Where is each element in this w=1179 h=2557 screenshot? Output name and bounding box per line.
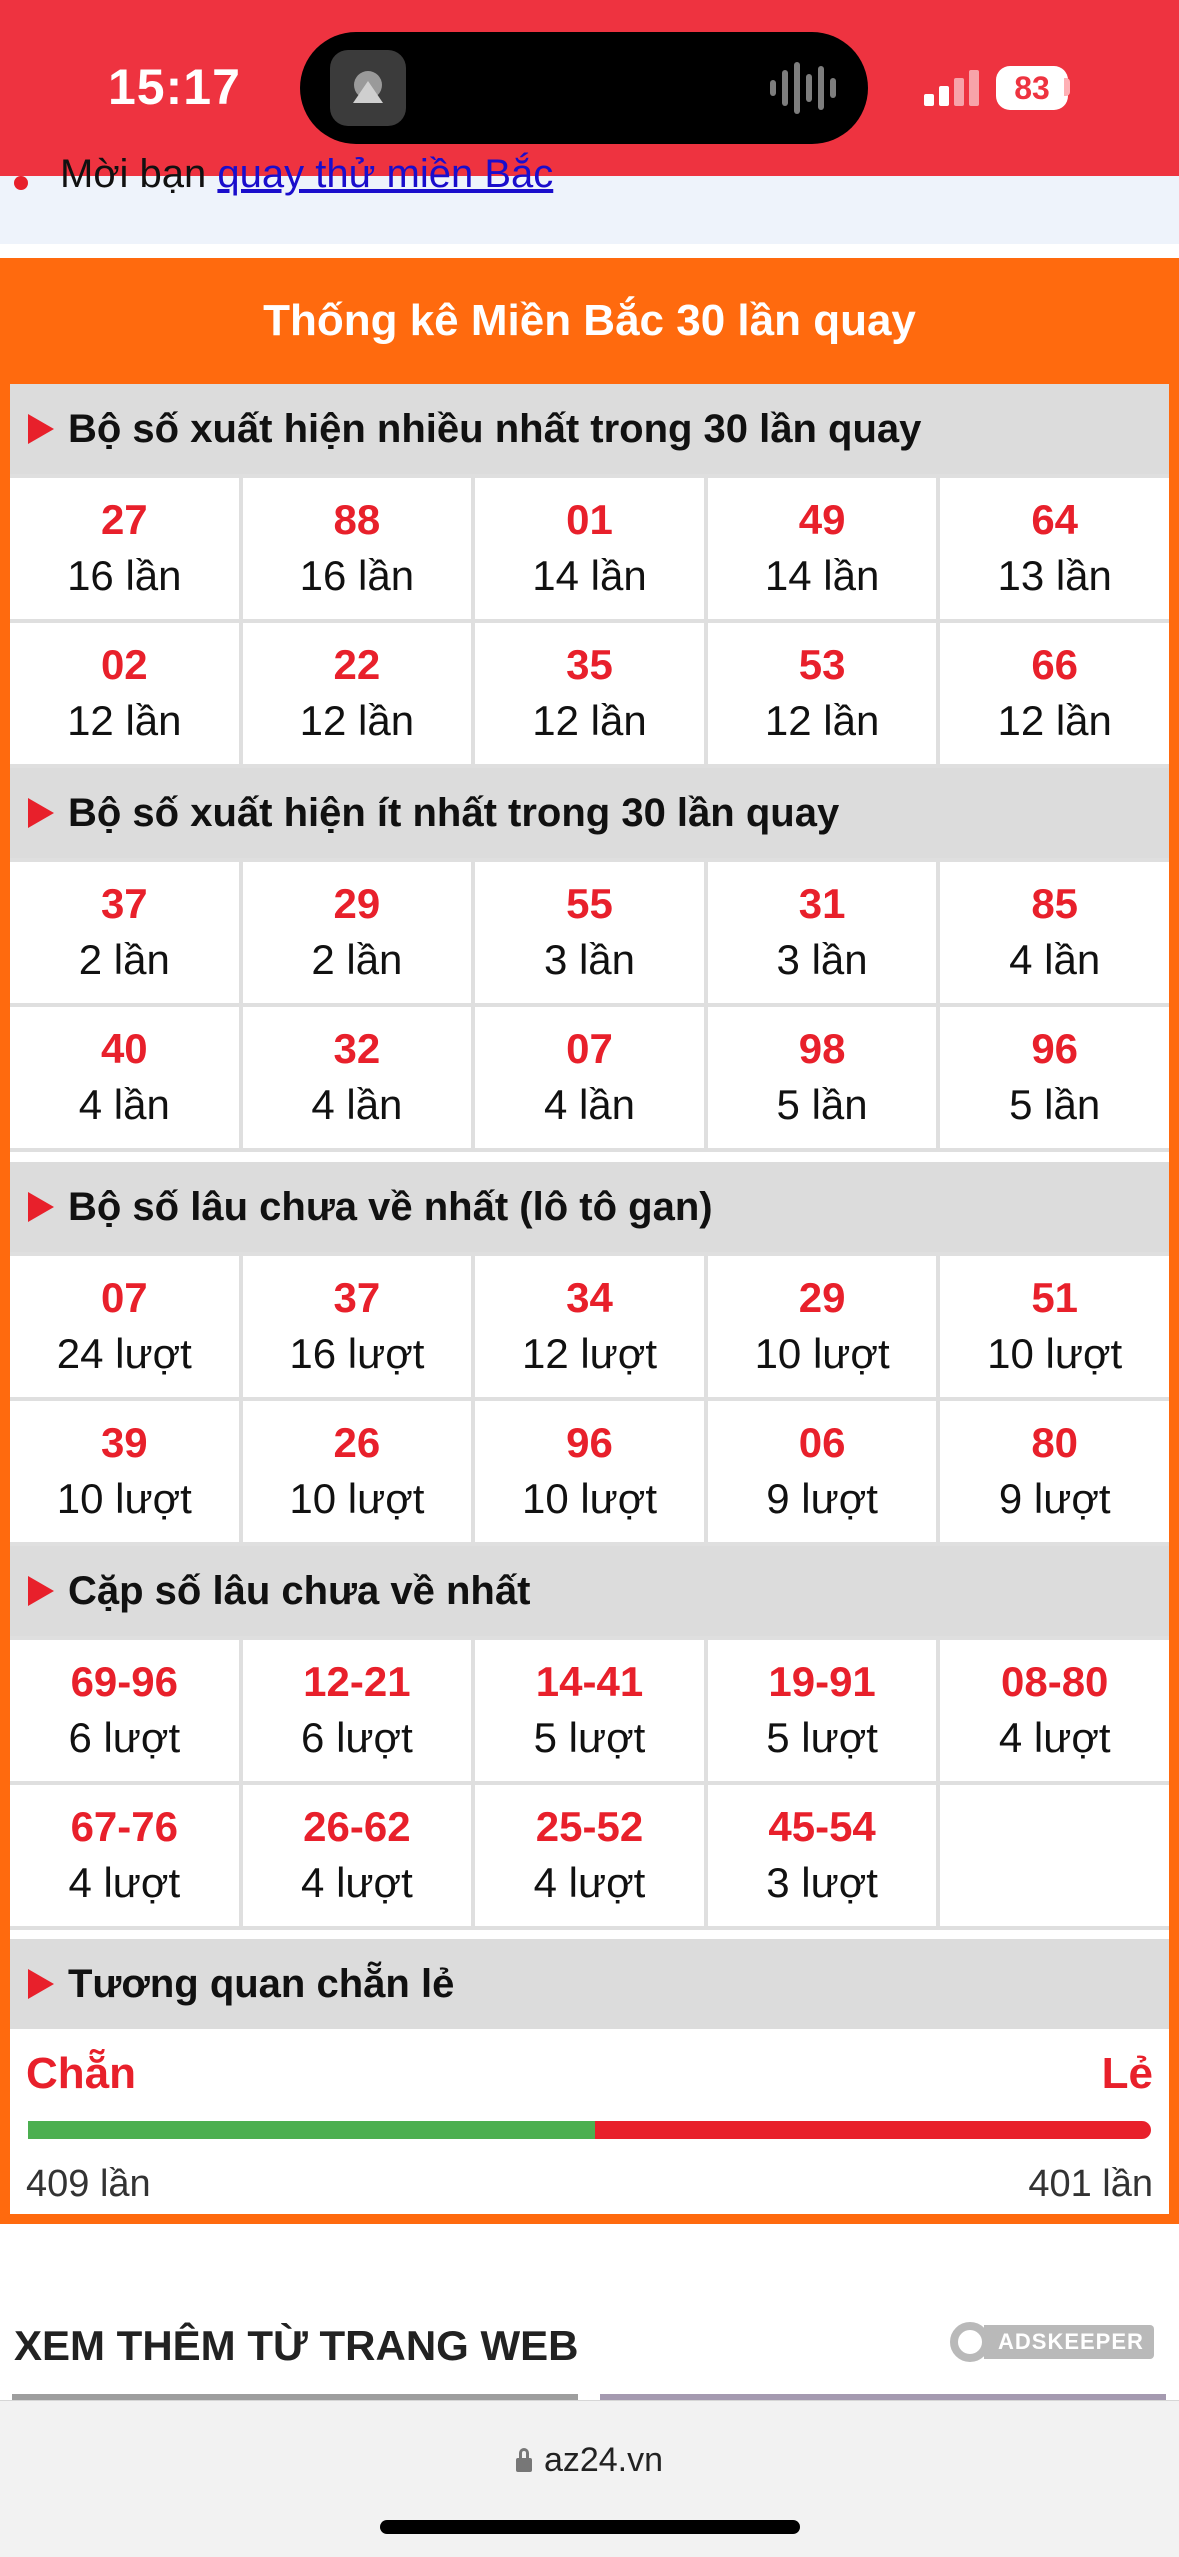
section-header-lo-gan: [10, 1162, 1169, 1252]
section-header-parity: [10, 1939, 1169, 2029]
cell-count: 4 lần: [1009, 935, 1101, 983]
battery-cap: [1064, 78, 1070, 96]
notice-text: [60, 152, 553, 197]
cell-number: 07: [566, 1024, 613, 1072]
number-cell: [475, 1256, 704, 1397]
section-header-pairs: [10, 1546, 1169, 1636]
cell-count: 3 lần: [776, 935, 868, 983]
number-cell: [10, 1640, 239, 1781]
cell-count: 12 lần: [67, 696, 182, 744]
number-cell: [708, 1007, 937, 1148]
grid-lo-gan: [10, 1252, 1169, 1546]
cell-number: 06: [798, 1418, 846, 1466]
section-title: Bộ số lâu chưa về nhất (lô tô gan): [68, 1184, 713, 1229]
number-cell: [475, 478, 704, 619]
stats-panel: [0, 258, 1179, 2224]
panel-title: Thống kê Miền Bắc 30 lần quay: [263, 296, 916, 345]
cell-number: 19-91: [768, 1657, 876, 1705]
cellular-signal-icon: [924, 70, 980, 106]
cell-number: 53: [798, 640, 846, 688]
url-text: az24.vn: [543, 2441, 664, 2479]
cell-number: 01: [566, 495, 613, 543]
number-cell: [243, 478, 472, 619]
grid-most-frequent: [10, 474, 1169, 768]
cell-number: 02: [100, 640, 148, 688]
cell-count: 24 lượt: [56, 1329, 192, 1377]
number-cell: [708, 623, 937, 764]
cell-number: 40: [100, 1024, 148, 1072]
cell-count: 12 lần: [299, 696, 415, 744]
cell-number: 96: [566, 1418, 613, 1466]
cell-number: 64: [1031, 495, 1079, 543]
cell-count: 4 lượt: [998, 1713, 1111, 1761]
number-cell: [10, 478, 239, 619]
adskeeper-badge[interactable]: [950, 2320, 1154, 2364]
notice-prefix: Mời bạn: [60, 152, 218, 196]
number-cell: [243, 1007, 472, 1148]
cell-count: 6 lượt: [68, 1713, 181, 1761]
number-cell: [475, 1785, 704, 1926]
cell-count: 4 lượt: [68, 1858, 181, 1906]
cell-number: 25-52: [535, 1802, 644, 1850]
cell-number: 45-54: [768, 1802, 876, 1850]
cell-number: 69-96: [70, 1657, 178, 1705]
now-playing-app-icon[interactable]: [330, 50, 406, 126]
cell-count: 5 lượt: [766, 1713, 878, 1761]
triangle-right-icon: [28, 1192, 54, 1222]
dynamic-island[interactable]: [300, 32, 868, 144]
number-cell: [940, 1401, 1169, 1542]
battery-icon: 83: [996, 66, 1068, 110]
cell-count: 3 lần: [543, 935, 636, 983]
cell-count: 5 lượt: [533, 1713, 646, 1761]
try-draw-link[interactable]: quay thử miền Bắc: [217, 152, 554, 196]
cell-count: 2 lần: [78, 935, 170, 983]
notice-bar: [0, 152, 1179, 244]
divider: [0, 244, 1179, 258]
number-cell: [243, 1640, 472, 1781]
adskeeper-label: ADSKEEPER: [984, 2325, 1154, 2359]
cell-number: 66: [1031, 640, 1079, 688]
cell-count: 5 lần: [776, 1080, 868, 1128]
number-cell: [475, 1401, 704, 1542]
cell-number: 29: [798, 1273, 846, 1321]
triangle-right-icon: [28, 1969, 54, 1999]
cell-count: 4 lần: [78, 1080, 170, 1128]
number-cell: [243, 623, 472, 764]
number-cell: [940, 1785, 1169, 1926]
cell-number: 55: [566, 879, 613, 927]
cell-number: 34: [566, 1273, 613, 1321]
cell-number: 96: [1031, 1024, 1079, 1072]
number-cell: [243, 862, 472, 1003]
triangle-right-icon: [28, 798, 54, 828]
number-cell: [708, 1640, 937, 1781]
cell-count: 9 lượt: [766, 1474, 878, 1522]
cell-count: 10 lượt: [754, 1329, 890, 1377]
number-cell: [475, 623, 704, 764]
url-display[interactable]: [0, 2441, 1179, 2480]
cell-count: 10 lượt: [521, 1474, 658, 1522]
cell-count: 16 lượt: [289, 1329, 425, 1377]
cell-number: 08-80: [1000, 1657, 1109, 1705]
cell-count: 16 lần: [299, 551, 415, 599]
parity-block: [10, 2029, 1169, 2214]
cell-count: 6 lượt: [301, 1713, 413, 1761]
cell-number: 37: [100, 879, 148, 927]
number-cell: [940, 1640, 1169, 1781]
section-title: Bộ số xuất hiện ít nhất trong 30 lần quay: [68, 790, 840, 835]
grid-least-frequent: [10, 858, 1169, 1152]
cell-number: 12-21: [303, 1657, 411, 1705]
cell-count: 10 lượt: [56, 1474, 192, 1522]
odd-count: 401 lần: [1028, 2163, 1153, 2205]
cell-number: 31: [798, 879, 846, 927]
even-bar-fill: [28, 2121, 595, 2139]
cell-number: 98: [798, 1024, 846, 1072]
more-from-web-heading: XEM THÊM TỪ TRANG WEB: [14, 2322, 579, 2369]
number-cell: [940, 1007, 1169, 1148]
number-cell: [475, 862, 704, 1003]
number-cell: [10, 1401, 239, 1542]
number-cell: [940, 478, 1169, 619]
cell-count: 12 lần: [997, 696, 1112, 744]
cell-number: 37: [333, 1273, 381, 1321]
cell-count: 12 lần: [764, 696, 880, 744]
even-count: 409 lần: [26, 2163, 151, 2205]
cell-count: 10 lượt: [289, 1474, 425, 1522]
triangle-right-icon: [28, 414, 54, 444]
number-cell: [10, 1007, 239, 1148]
cell-count: 4 lượt: [301, 1858, 413, 1906]
cell-count: 4 lần: [311, 1080, 403, 1128]
cell-count: 2 lần: [311, 935, 403, 983]
number-cell: [708, 1785, 937, 1926]
cell-number: 67-76: [70, 1802, 178, 1850]
number-cell: [940, 862, 1169, 1003]
number-cell: [475, 1007, 704, 1148]
key-icon: [950, 2322, 990, 2362]
section-header-most-frequent: [10, 384, 1169, 474]
cell-number: 26: [333, 1418, 381, 1466]
cell-number: 51: [1031, 1273, 1079, 1321]
bullet-icon: [14, 176, 28, 190]
cell-number: 22: [333, 640, 381, 688]
stats-content: [10, 384, 1169, 2214]
lock-icon: [516, 2458, 532, 2472]
number-cell: [10, 1785, 239, 1926]
audio-waveform-icon: [770, 62, 840, 114]
number-cell: [10, 623, 239, 764]
number-cell: [243, 1256, 472, 1397]
status-bar: [0, 0, 1179, 176]
cell-count: 14 lần: [764, 551, 880, 599]
cell-number: 35: [566, 640, 613, 688]
cell-number: 80: [1031, 1418, 1079, 1466]
cell-number: 32: [333, 1024, 381, 1072]
cell-count: 4 lượt: [533, 1858, 646, 1906]
cell-number: 07: [100, 1273, 148, 1321]
section-title: Tương quan chẵn lẻ: [68, 1961, 455, 2006]
section-title: Bộ số xuất hiện nhiều nhất trong 30 lần quay: [68, 406, 922, 451]
cell-number: 26-62: [303, 1802, 411, 1850]
number-cell: [940, 1256, 1169, 1397]
number-cell: [243, 1401, 472, 1542]
cell-count: 14 lần: [532, 551, 647, 599]
section-header-least-frequent: [10, 768, 1169, 858]
number-cell: [708, 862, 937, 1003]
number-cell: [708, 1256, 937, 1397]
number-cell: [708, 1401, 937, 1542]
cell-number: 14-41: [535, 1657, 644, 1705]
odd-label: Lẻ: [1101, 2049, 1153, 2098]
parity-bar: [28, 2121, 1151, 2139]
cell-count: 3 lượt: [766, 1858, 878, 1906]
cell-count: 5 lần: [1009, 1080, 1101, 1128]
grid-pairs: [10, 1636, 1169, 1930]
cell-number: 85: [1031, 879, 1079, 927]
number-cell: [708, 478, 937, 619]
cell-number: 29: [333, 879, 381, 927]
home-indicator[interactable]: [380, 2520, 800, 2534]
cell-count: 10 lượt: [987, 1329, 1123, 1377]
status-time: 15:17: [108, 59, 241, 115]
cell-count: 12 lần: [532, 696, 647, 744]
cell-number: 27: [100, 495, 148, 543]
number-cell: [10, 862, 239, 1003]
number-cell: [10, 1256, 239, 1397]
cell-count: 16 lần: [67, 551, 182, 599]
cell-number: 39: [100, 1418, 148, 1466]
even-label: Chẵn: [26, 2049, 136, 2098]
number-cell: [475, 1640, 704, 1781]
section-title: Cặp số lâu chưa về nhất: [68, 1568, 531, 1613]
number-cell: [243, 1785, 472, 1926]
cell-number: 49: [798, 495, 846, 543]
cell-count: 4 lần: [543, 1080, 636, 1128]
cell-number: 88: [333, 495, 381, 543]
cell-count: 9 lượt: [998, 1474, 1111, 1522]
number-cell: [940, 623, 1169, 764]
cell-count: 13 lần: [997, 551, 1112, 599]
cell-count: 12 lượt: [521, 1329, 658, 1377]
triangle-right-icon: [28, 1576, 54, 1606]
